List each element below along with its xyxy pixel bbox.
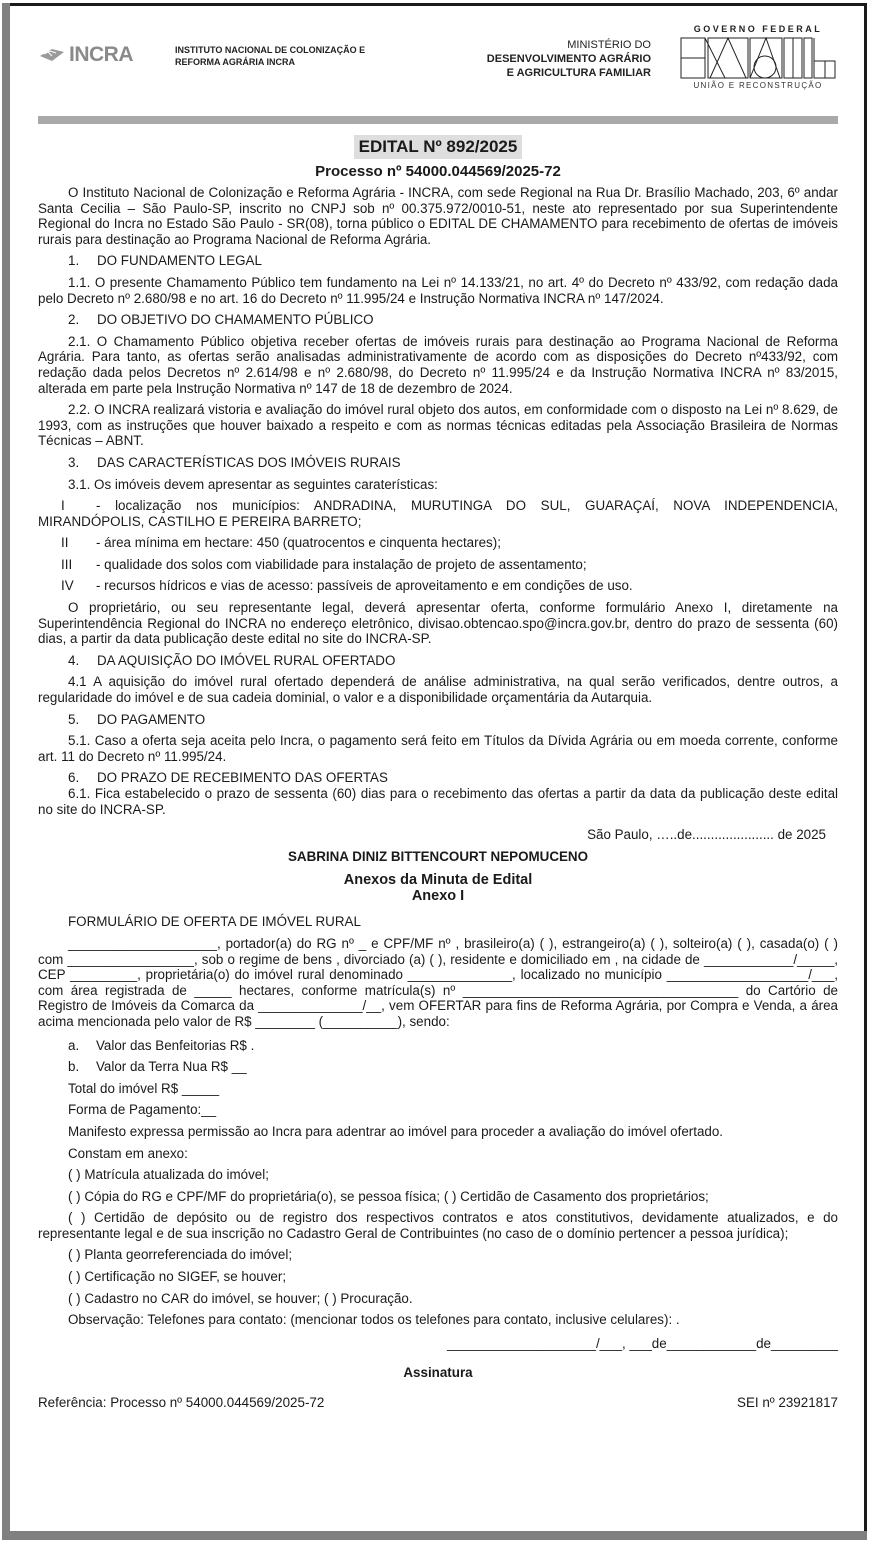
section-title: DO FUNDAMENTO LEGAL [97,253,262,269]
criteria-text: - área mínima em hectare: 450 (quatrocentos e cinquenta hectares); [96,535,501,551]
brasil-wordmark-icon [680,37,836,79]
criteria-numeral: IV [61,578,74,594]
institute-line-1: INSTITUTO NACIONAL DE COLONIZAÇÃO E [175,45,366,55]
criteria-item [38,557,838,573]
permission-statement: Manifesto expressa permissão ao Incra para adentrar ao imóvel para proceder a avaliação do imóvel ofertado. [68,1123,724,1139]
attachment-item: ( ) Cópia do RG e CPF/MF do proprietária(o), se pessoa física; ( ) Certidão de Casamento dos proprietários; [68,1188,709,1204]
frame-right-border [864,3,867,1531]
signature-date-line: ____________________/___, ___de____________de_________ [447,1335,838,1351]
attachment-item: ( ) Planta georreferenciada do imóvel; [68,1247,293,1263]
ministry-line-3: E AGRICULTURA FAMILIAR [506,67,651,79]
incra-logo [38,42,138,68]
frame-top-border [10,3,866,6]
process-reference: Referência: Processo nº 54000.044569/2025-72 [38,1395,325,1411]
paragraph-5-1: 5.1. Caso a oferta seja aceita pelo Incra, o pagamento será feito em Títulos da Dívida Agrária ou em moeda corrente, conforme art. 11 do Decreto nº 11.995/24. [38,733,838,764]
criteria-item [38,578,838,594]
attachment-item: ( ) Certificação no SIGEF, se houver; [68,1269,287,1285]
paragraph-4-1: 4.1 A aquisição do imóvel rural ofertado dependerá de análise administrativa, na qual serão verificados, dentre outros, a regularidade do imóvel e de sua cadeia dominial, o valor e a disponibilidade orçamentária da Autarquia. [38,674,838,706]
attachment-item: ( ) Matrícula atualizada do imóvel; [68,1167,269,1183]
document-footer [38,1395,838,1411]
paragraph-2-2: 2.2. O INCRA realizará vistoria e avaliação do imóvel rural objeto dos autos, em conformidade com o disposto na Lei nº 8.629, de 1993, com as instruções que houver baixado a respeito e com as normas técnicas editadas pela Associação Brasileira de Normas Técnicas – ABNT. [38,402,838,449]
gov-top-text: GOVERNO FEDERAL [693,24,823,34]
ministry-line-2: DESENVOLVIMENTO AGRÁRIO [486,53,651,65]
criteria-text: - localização nos municípios: ANDRADINA, MURUTINGA DO SUL, GUARAÇAÍ, NOVA INDEPENDENCIA, MIRANDÓPOLIS, CASTILHO E PEREIRA BARRETO; [38,498,838,529]
ministry-line-1: MINISTÉRIO DO [567,39,651,51]
place-date: São Paulo, …..de...................... de 2025 [587,827,826,843]
total-value: Total do imóvel R$ _____ [68,1080,220,1096]
signer-name: SABRINA DINIZ BITTENCOURT NEPOMUCENO [287,848,589,864]
signature-label: Assinatura [403,1365,473,1381]
section-title: DAS CARACTERÍSTICAS DOS IMÓVEIS RURAIS [97,454,401,470]
section-title: DO OBJETIVO DO CHAMAMENTO PÚBLICO [97,312,374,328]
paragraph-6-1: 6.1. Fica estabelecido o prazo de sessenta (60) dias para o recebimento das ofertas a partir da data da publicação deste edital no site do INCRA-SP. [38,786,838,817]
section-title: DO PAGAMENTO [97,711,206,727]
section-heading [38,253,838,269]
incra-map-icon [38,47,66,63]
criteria-item [38,498,838,529]
sei-number: SEI nº 23921817 [737,1395,838,1411]
section-number: 2. [68,312,80,328]
value-text: Valor da Terra Nua R$ __ [96,1059,247,1075]
paragraph-2-1: 2.1. O Chamamento Público objetiva receber ofertas de imóveis rurais para destinação ao Programa Nacional de Reforma Agrária. Para tanto, as ofertas serão analisadas administrativamente de acordo com as disposições do Decreto nº433/92, com redação dada pelos Decretos nº 2.614/98 e nº 2.680/98, do Decreto nº 11.995/24 e da Instrução Normativa INCRA nº 83/2015, alterada em parte pela Instrução Normativa nº 147 de 18 de dezembro de 2024. [38,333,838,396]
criteria-numeral: III [61,556,73,572]
value-item [38,1038,838,1054]
observation: Observação: Telefones para contato: (mencionar todos os telefones para contato, inclusive celulares): . [68,1312,680,1328]
paragraph-3-1: 3.1. Os imóveis devem apresentar as seguintes caraterísticas: [68,476,438,492]
value-letter: b. [68,1059,80,1075]
criteria-numeral: II [61,535,69,551]
attachments-label: Constam em anexo: [68,1145,188,1161]
criteria-text: - qualidade dos solos com viabilidade para instalação de projeto de assentamento; [96,556,587,572]
criteria-item [38,535,838,551]
attachment-item: ( ) Cadastro no CAR do imóvel, se houver; ( ) Procuração. [68,1290,413,1306]
frame-bottom-border [2,1531,867,1540]
value-text: Valor das Benfeitorias R$ . [96,1037,255,1053]
owner-paragraph: O proprietário, ou seu representante legal, deverá apresentar oferta, conforme formulário Anexo I, diretamente na Superintendência Regional do INCRA no endereço eletrônico, divisao.obtencao.spo@incra.gov.br, dentro do prazo de sessenta (60) dias, a partir da data publicação deste edital no site do INCRA-SP. [38,600,838,647]
section-number: 1. [68,253,80,269]
incra-logo-text: INCRA [69,43,133,66]
section-heading [38,455,838,471]
section-heading [38,770,838,786]
process-number: Processo nº 54000.044569/2025-72 [315,163,561,180]
section-title: DA AQUISIÇÃO DO IMÓVEL RURAL OFERTADO [97,652,396,668]
section-number: 5. [68,711,80,727]
governo-federal-logo [678,24,838,90]
attachment-item: ( ) Certidão de depósito ou de registro dos respectivos contratos e atos constitutivos, devidamente atualizados, e do representante legal e de sua inscrição no Cadastro Geral de Contribuintes (no caso de o domínio pertencer a pessoa jurídica); [38,1210,838,1241]
section-number: 6. [68,770,80,786]
annex-subtitle: Anexo I [411,888,465,905]
institute-name [175,44,365,68]
document-header [38,20,838,110]
intro-paragraph: O Instituto Nacional de Colonização e Reforma Agrária - INCRA, com sede Regional na Rua Dr. Brasílio Machado, 203, 6º andar Santa Cecilia – São Paulo-SP, inscrito no CNPJ sob nº 00.375.972/0010-51, neste ato representado por sua Superintendente Regional do Incra no Estado São Paulo - SR(08), torna público o EDITAL DE CHAMAMENTO para recebimento de ofertas de imóveis rurais para destinação ao Programa Nacional de Reforma Agrária. [38,185,838,247]
gov-bottom-text: UNIÃO E RECONSTRUÇÃO [693,81,823,90]
paragraph-1-1: 1.1. O presente Chamamento Público tem fundamento na Lei nº 14.133/21, no art. 4º do Decreto nº 433/92, com redação dada pelo Decreto nº 2.680/98 e no art. 16 do Decreto nº 11.995/24 e Instrução Normativa INCRA nº 147/2024. [38,274,838,306]
annex-title: Anexos da Minuta de Edital [343,872,533,889]
form-title: FORMULÁRIO DE OFERTA DE IMÓVEL RURAL [68,914,361,930]
ministry-name [458,38,651,80]
value-item [38,1059,838,1075]
section-number: 4. [68,652,80,668]
section-heading [38,312,838,328]
criteria-numeral: I [61,498,65,514]
section-title: DO PRAZO DE RECEBIMENTO DAS OFERTAS [97,770,388,786]
document-body [38,135,838,1411]
edital-title: EDITAL Nº 892/2025 [354,135,523,159]
section-heading [38,712,838,728]
value-letter: a. [68,1037,80,1053]
section-heading [38,653,838,669]
payment-form: Forma de Pagamento:__ [68,1102,217,1118]
form-body: ____________________, portador(a) do RG nº _ e CPF/MF nº , brasileiro(a) ( ), estrangeiro(a) ( ), solteiro(a) ( ), casada(o) ( ) com _________________, sob o regime de bens , divorciado (a) ( ), residente e domiciliado em , na cidade de ____________/_____, CEP _________, proprietária(o) do imóvel rural denominado ______________, localizado no município ___________________/___, com área registrada de _____ hectares, conforme matrícula(s) nº _____________________________________ do Cartório de Registro de Imóveis da Comarca da ______________/__, vem OFERTAR para fins de Reforma Agrária, por Compra e Venda, a área acima mencionada pelo valor de R$ ________ (__________), sendo: [38,935,838,1029]
header-divider [38,116,838,124]
criteria-text: - recursos hídricos e vias de acesso: passíveis de aproveitamento e em condições de uso. [96,578,633,594]
section-number: 3. [68,454,80,470]
institute-line-2: REFORMA AGRÁRIA INCRA [175,57,295,67]
frame-left-border [2,3,10,1540]
